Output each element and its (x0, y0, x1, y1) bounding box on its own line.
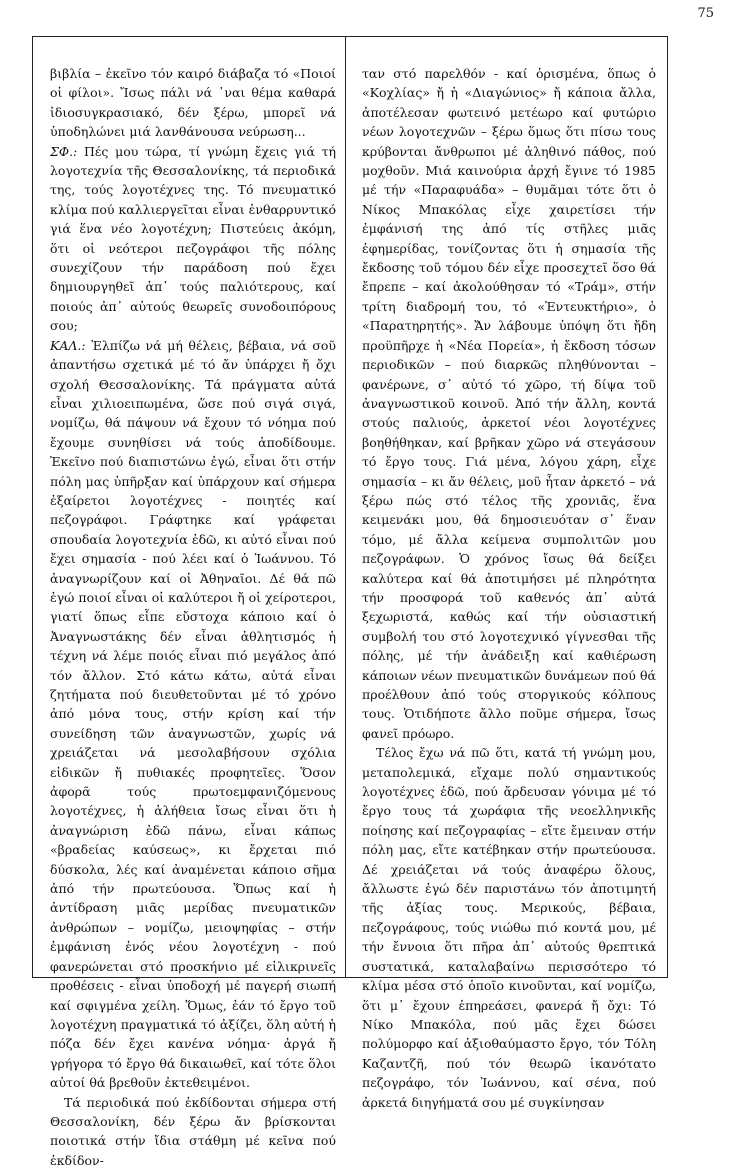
speaker-label: ΣΦ.: (50, 143, 78, 159)
paragraph: ΣΦ.: Πές μου τώρα, τί γνώμη ἔχεις γιά τή λογοτεχνία τῆς Θεσσαλονίκης, τά περιοδικά της, τούς λογοτέχνες της. Τό πνευματικό κλίμα πού καλλιεργεῖται εἶναι ἐνθαρρυντικό γιά ἕνα νέο λογοτέχνη; Πιστεύεις ἀκόμη, ὅτι οἱ νεότεροι πεζογράφοι τῆς πόλης συνεχίζουν τήν παράδοση πού ἔχει δημιουργηθεῖ ἀπ᾽ τούς παλιότερους, καί ποιούς ἀπ᾽ αὐτούς θεωρεῖς συνοδοιπόρους σου; (50, 143, 337, 334)
paragraph: Τά περιοδικά πού ἐκδίδονται σήμερα στή Θεσσαλονίκη, δέν ξέρω ἄν βρίσκονται ποιοτικά στήν ἴδια στάθμη μέ κεῖνα πού ἐκδίδον- (50, 1094, 336, 1168)
paragraph: βιβλία – ἐκεῖνο τόν καιρό διάβαζα τό «Ποιοί οἱ φίλοι». Ἴσως πάλι νά ᾽ναι θέμα καθαρά ἰδιοσυγκρασιακό, δέν ξέρω, μπορεῖ νά ὑποδηλώνει μιά λανθάνουσα νεύρωση... (50, 66, 336, 140)
paragraph: ΚΑΛ.: Ἐλπίζω νά μή θέλεις, βέβαια, νά σοῦ ἀπαντήσω σχετικά μέ τό ἄν ὑπάρχει ἤ ὄχι σχολή Θεσσαλονίκης. Τά πράγματα αὐτά εἶναι χιλιοειπωμένα, ὥσε πού σιγά σιγά, νομίζω, θά πάψουν νά ἔχουν τό νόημα πού ἔχουμε συνηθίσει νά τούς ἀποδίδουμε. Ἐκεῖνο πού διαπιστώνω ἐγώ, εἶναι ὅτι στήν πόλη μας ὑπῆρξαν καί ὑπάρχουν καί σήμερα ἐξαίρετοι λογοτέχνες - ποιητές καί πεζογράφοι. Γράφτηκε καί γράφεται σπουδαία λογοτεχνία ἐδῶ, κι αὐτό εἶναι πού ἔχει σημασία - πού λέει καί ὁ Ἰωάννου. Τό ἀναγνωρίζουν καί οἱ Ἀθηναῖοι. Δέ θά πῶ ἐγώ ποιοί εἶναι οἱ καλύτεροι ἤ οἱ χείροτεροι, γιατί ὅπως εἶπε εὔστοχα κάποιο καί ὁ Ἀναγνωστάκης δέν εἶναι ἀθλητισμός ἡ τέχνη νά λέμε ποιός εἶναι πιό μεγάλος ἀπό τόν ἄλλον. Στό κάτω κάτω, αὐτά εἶναι ζητήματα πού διευθετοῦνται μέ τό χρόνο ἀπό μόνα τους, στήν κρίση καί τήν συνείδηση τῶν ἀναγνωστῶν, χωρίς νά χρειάζεται νά μεσολαβήσουν σχόλια εἰδικῶν ἤ πυθιακές προφητεῖες. Ὅσον ἀφορᾶ τούς πρωτοεμφανιζόμενους λογοτέχνες, ἡ ἀλήθεια ἴσως εἶναι ὅτι ἡ ἀναγνώριση ἐδῶ πάνω, εἶναι κάπως «βραδείας καύσεως», κι ἔρχεται πιό δύσκολα, λές καί ἀναμένεται κάποιο σῆμα ἀπό τήν πρωτεύουσα. Ὅπως καί ἡ ἀντίδραση μιᾶς μερίδας πνευματικῶν ἀνθρώπων – νομίζω, μειοψηφίας – στήν ἐμφάνιση ἑνός νέου λογοτέχνη - πού φανερώνεται στό προσκήνιο μέ εἰλικρινεῖς προθέσεις - εἶναι ὑποδοχή μέ παγερή σιωπή καί σφιγμένα χείλη. Ὅμως, ἐάν τό ἔργο τοῦ λογοτέχνη πραγματικά τό ἀξίζει, ὅλη αὐτή ἡ πόζα δέν ἔχει κανένα νόημα· ἀργά ἤ γρήγορα τό ἔργο θά δικαιωθεῖ, καί τότε ὅλοι αὐτοί θά βρεθοῦν ἐκτεθειμένοι. (50, 337, 336, 1091)
left-column (50, 64, 336, 1170)
page-number: 75 (697, 6, 714, 21)
paragraph: ταν στό παρελθόν - καί ὁρισμένα, ὅπως ὁ «Κοχλίας» ἤ ἡ «Διαγώνιος» ἤ κάποια ἄλλα, ἀποτέλεσαν φωτεινό μετέωρο καί φυτώριο νέων λογοτεχνῶν – ξέρω ὅμως ὅτι πίσω τους κρύβονται ἄνθρωποι μέ ἀληθινό πάθος, πού μοχθοῦν. Μιά καινούρια ἀρχή ἔγινε τό 1985 μέ τήν «Παραφυάδα» – θυμᾶμαι τότε ὅτι ὁ Νίκος Μπακόλας εἶχε χαιρετίσει τήν ἐμφάνισή της ἀπό τίς στῆλες μιᾶς ἐφημερίδας, τονίζοντας ὅτι ἡ σημασία τῆς ἔκδοσης τοῦ τόμου δέν εἶχε προσεχτεῖ ὅσο θά ἔπρεπε – καί ἀκολούθησαν τό «Τράμ», στήν τρίτη διαδρομή του, τό «Ἐντευκτήριο», ὁ «Παρατηρητής». Ἄν λάβουμε ὑπόψη ὅτι ἤδη προϋπῆρχε ἡ «Νέα Πορεία», ἡ ἔκδοση τόσων περιοδικῶν – πού διαρκῶς πληθύνονται – φανέρωνε, σ᾽ αὐτό τό χῶρο, τή δίψα τοῦ ἀναγνωστικοῦ κοινοῦ. Ἀπό τήν ἄλλη, κοντά στούς παλιούς, ἀρκετοί νέοι λογοτέχνες βοηθήθηκαν, καί βρῆκαν χῶρο νά στεγάσουν τό ἔργο τους. Γιά μένα, λόγου χάρη, εἶχε σημασία – κι ἄν θέλεις, μοῦ ἦταν ἀρκετό – νά ξέρω πώς στό τέλος τῆς χρονιᾶς, ἕνα κειμενάκι μου, θά δημοσιευόταν σ᾽ ἕναν τόμο, μέ ἄλλα κείμενα συμπολιτῶν μου πεζογράφων. Ὁ χρόνος ἴσως θά δείξει καλύτερα καί θά ἀποτιμήσει μέ πληρότητα τήν προσφορά τοῦ καθενός ἀπ᾽ αὐτά ξεχωριστά, καθώς καί τήν οὐσιαστική συμβολή του στό λογοτεχνικό γίγνεσθαι τῆς πόλης, μέ τήν ἀνάδειξη καί καθιέρωση κάποιων νέων πνευματικῶν δυνάμεων πού θά προέλθουν ἀπό τούς στοργικούς κόλπους τους. Ὁτιδήποτε ἄλλο ποῦμε σήμερα, ἴσως φανεῖ πρόωρο. (362, 66, 656, 741)
right-column (362, 64, 656, 1112)
column-divider (345, 36, 346, 978)
speaker-label: ΚΑΛ.: (50, 337, 86, 353)
paragraph: Τέλος ἔχω νά πῶ ὅτι, κατά τή γνώμη μου, μεταπολεμικά, εἴχαμε πολύ σημαντικούς λογοτέχνες ἐδῶ, πού ἄρδευσαν γόνιμα μέ τό ἔργο τους τά χωράφια τῆς νεοελληνικῆς ποίησης καί πεζογραφίας – εἴτε ἔμειναν στήν πόλη μας, εἴτε κατέβηκαν στήν πρωτεύουσα. Δέ χρειάζεται νά τούς ἀναφέρω ὅλους, ἄλλωστε ἐγώ δέν παριστάνω τόν ἀποτιμητή τῆς ἀξίας τους. Μερικούς, βέβαια, πεζογράφους, τούς νιώθω πιό κοντά μου, μέ τήν ἔννοια ὅτι πῆρα ἀπ᾽ αὐτούς θρεπτικά συστατικά, καταλαβαίνω περισσότερο τό κλίμα μέσα στό ὁποῖο κινοῦνται, καί νομίζω, ὅτι μ᾽ ἔχουν ἐπηρεάσει, φανερά ἤ ὄχι: Τό Νίκο Μπακόλα, πού μᾶς ἔχει δώσει πολύμορφο καί ἀξιοθαύμαστο ἔργο, τόν Τόλη Καζαντζῆ, πού τόν θεωρῶ ἱκανότατο πεζογράφο, τόν Ἰωάννου, καί σένα, πού ἀρκετά διηγήματά σου μέ συγκίνησαν (362, 745, 656, 1110)
